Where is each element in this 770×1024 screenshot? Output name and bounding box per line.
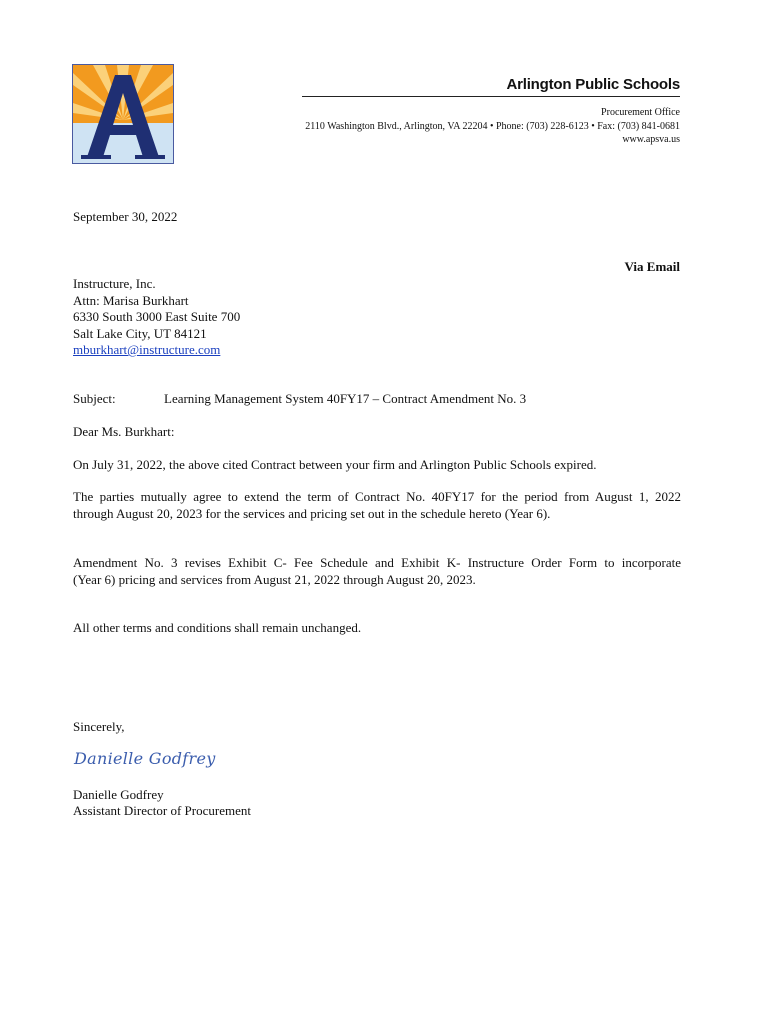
office-address: 2110 Washington Blvd., Arlington, VA 22204 • Phone: (703) 228-6123 • Fax: (703) 841-0681 — [305, 121, 680, 132]
office-name: Procurement Office — [601, 107, 680, 118]
paragraph-amendment — [73, 555, 681, 588]
recipient-company: Instructure, Inc. — [73, 276, 156, 291]
recipient-email-link[interactable]: mburkhart@instructure.com — [73, 342, 221, 357]
recipient-block — [73, 276, 240, 359]
recipient-city: Salt Lake City, UT 84121 — [73, 325, 207, 341]
subject-label: Subject: — [73, 391, 116, 406]
salutation: Dear Ms. Burkhart: — [73, 424, 175, 439]
delivery-method: Via Email — [624, 259, 680, 274]
handwritten-signature: Danielle Godfrey — [74, 749, 216, 768]
letter-date: September 30, 2022 — [73, 209, 178, 224]
letterhead-divider — [302, 96, 680, 97]
signer-name: Danielle Godfrey — [73, 787, 164, 802]
website: www.apsva.us — [622, 134, 680, 145]
paragraph-line: Amendment No. 3 revises Exhibit C- Fee Schedule and Exhibit K- Instructure Order Form to incorporate — [73, 555, 681, 570]
paragraph-extension — [73, 489, 681, 522]
paragraph-line: The parties mutually agree to extend the term of Contract No. 40FY17 for the period from August 1, 2022 — [73, 489, 681, 504]
paragraph-line: (Year 6) pricing and services from August 21, 2022 through August 20, 2023. — [73, 571, 476, 587]
paragraph-line: All other terms and conditions shall remain unchanged. — [73, 620, 362, 635]
organization-name: Arlington Public Schools — [506, 76, 680, 93]
closing: Sincerely, — [73, 719, 125, 734]
paragraph-line: through August 20, 2023 for the services and pricing set out in the schedule hereto (Year 6). — [73, 505, 551, 521]
signer-title: Assistant Director of Procurement — [73, 803, 251, 818]
recipient-street: 6330 South 3000 East Suite 700 — [73, 309, 241, 324]
recipient-attn: Attn: Marisa Burkhart — [73, 292, 189, 308]
paragraph-terms — [73, 620, 681, 637]
paragraph-expiration — [73, 457, 681, 474]
sunburst-a-icon — [73, 65, 173, 163]
paragraph-line: On July 31, 2022, the above cited Contract between your firm and Arlington Public Schools expired. — [73, 457, 597, 472]
school-logo — [72, 64, 174, 164]
subject-text: Learning Management System 40FY17 – Contract Amendment No. 3 — [164, 391, 527, 406]
